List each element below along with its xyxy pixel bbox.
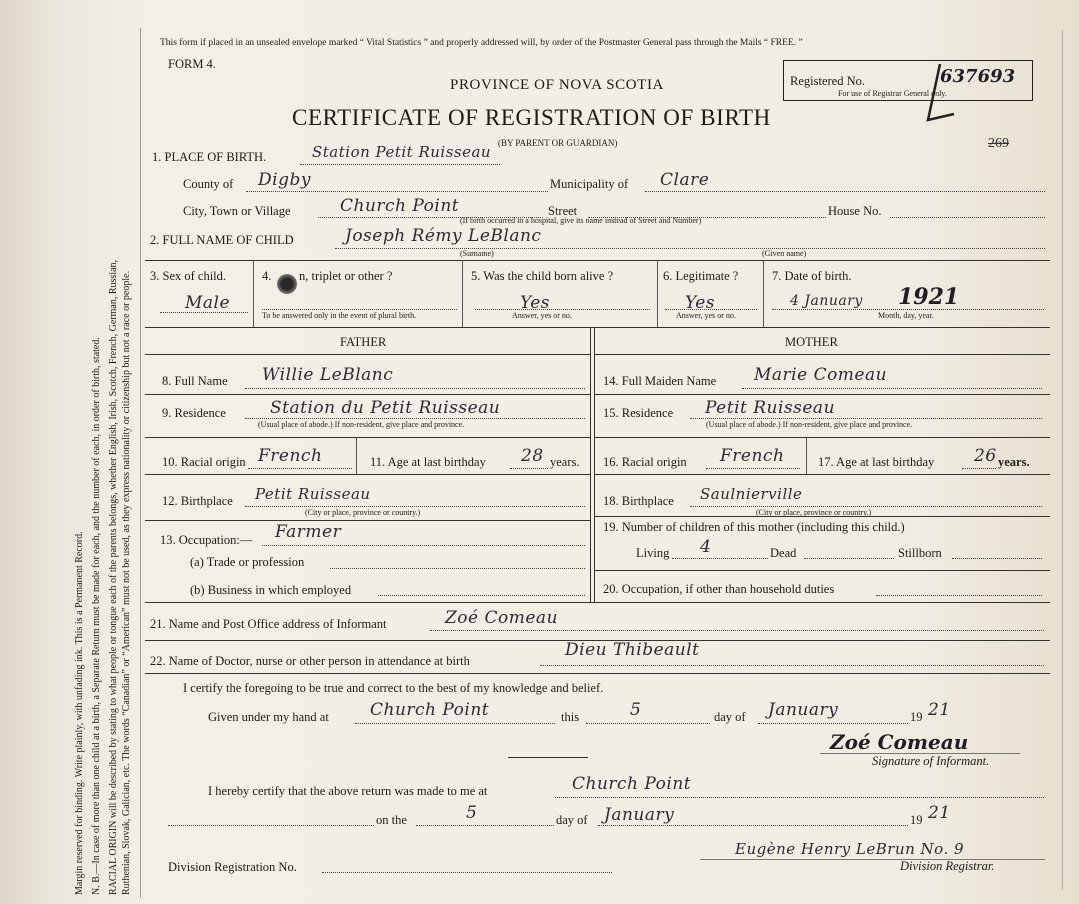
date-of-birth-note: Month, day, year. xyxy=(878,311,934,320)
return-statement: I hereby certify that the above return was made to me at xyxy=(208,784,488,798)
given-under-hand-label: Given under my hand at xyxy=(208,710,329,724)
mother-birthplace-label: 18. Birthplace xyxy=(603,494,674,508)
plural-birth-label: n, triplet or other ? xyxy=(299,269,393,283)
return-year-prefix: 19 xyxy=(910,813,923,827)
child-name-label: 2. FULL NAME OF CHILD xyxy=(150,233,294,247)
return-year-value: 21 xyxy=(928,803,951,823)
children-count-label: 19. Number of children of this mother (including this child.) xyxy=(603,520,905,534)
given-name-note: (Given name) xyxy=(762,249,807,258)
mother-years-label: years. xyxy=(998,455,1030,469)
margin-note-3: RACIAL ORIGIN will be described by stating to what people or tongue each of the parents belongs, whether English, Irish, Scotch, French, German, Russian, xyxy=(108,259,119,895)
father-name-label: 8. Full Name xyxy=(162,374,228,388)
margin-note-4: Ruthenian, Slovak, Galician, etc. The words “Canadian” or “American” must not be used, as they express nationality or citizenship but not a race or people. xyxy=(121,270,132,895)
mother-birthplace-note: (City or place, province or country.) xyxy=(756,508,872,517)
registered-number: 637693 xyxy=(940,66,1016,87)
mother-residence-label: 15. Residence xyxy=(603,406,674,420)
trade-profession-label: (a) Trade or profession xyxy=(190,555,305,569)
father-years-label: years. xyxy=(550,455,580,469)
father-birthplace-note: (City or place, province or country.) xyxy=(305,508,421,517)
father-heading: FATHER xyxy=(340,335,387,349)
legitimate-value: Yes xyxy=(685,293,716,313)
birth-year-value: 1921 xyxy=(898,284,960,310)
mother-heading: MOTHER xyxy=(785,335,838,349)
on-the-label: on the xyxy=(376,813,407,827)
municipality-value: Clare xyxy=(660,170,710,190)
city-label: City, Town or Village xyxy=(183,204,291,218)
county-value: Digby xyxy=(258,170,311,190)
father-racial-value: French xyxy=(258,446,323,466)
postal-notice: This form if placed in an unsealed envelope marked “ Vital Statistics ” and properly addressed will, by order of the Postmaster General pass through the Mails “ FREE. ” xyxy=(160,38,803,48)
county-label: County of xyxy=(183,177,234,191)
margin-note-1: Margin reserved for binding. Write plainly, with unfading ink. This is a Permanent Record. xyxy=(74,531,85,895)
sex-value: Male xyxy=(185,293,231,313)
mother-residence-note: (Usual place of abode.) If non-resident, give place and province. xyxy=(706,420,913,429)
form-number: FORM 4. xyxy=(168,57,216,71)
mother-racial-label: 16. Racial origin xyxy=(603,455,687,469)
day-of-label: day of xyxy=(714,710,746,724)
father-occupation-label: 13. Occupation:— xyxy=(160,533,253,547)
informant-value: Zoé Comeau xyxy=(445,608,559,628)
registered-label: Registered No. xyxy=(790,74,865,88)
given-place-value: Church Point xyxy=(370,700,490,720)
mother-racial-value: French xyxy=(720,446,785,466)
mother-age-label: 17. Age at last birthday xyxy=(818,455,935,469)
business-employed-label: (b) Business in which employed xyxy=(190,583,352,597)
city-value: Church Point xyxy=(340,196,460,216)
certificate-title: CERTIFICATE OF REGISTRATION OF BIRTH xyxy=(292,105,771,130)
father-residence-value: Station du Petit Ruisseau xyxy=(270,398,501,418)
father-birthplace-label: 12. Birthplace xyxy=(162,494,233,508)
born-alive-label: 5. Was the child born alive ? xyxy=(471,269,614,283)
living-value: 4 xyxy=(700,537,712,557)
province-heading: PROVINCE OF NOVA SCOTIA xyxy=(450,77,664,93)
given-year-prefix: 19 xyxy=(910,710,923,724)
this-label: this xyxy=(561,710,580,724)
doctor-label: 22. Name of Doctor, nurse or other person in attendance at birth xyxy=(150,654,470,668)
informant-signature: Zoé Comeau xyxy=(830,730,969,754)
registrar-label: Division Registrar. xyxy=(900,859,995,873)
born-alive-note: Answer, yes or no. xyxy=(512,311,572,320)
return-day-value: 5 xyxy=(466,803,478,823)
mother-residence-value: Petit Ruisseau xyxy=(705,398,836,418)
stillborn-label: Stillborn xyxy=(898,546,942,560)
division-registration-label: Division Registration No. xyxy=(168,860,297,874)
legitimate-label: 6. Legitimate ? xyxy=(663,269,739,283)
certify-statement: I certify the foregoing to be true and correct to the best of my knowledge and belief. xyxy=(183,681,604,695)
hospital-note: (If birth occurred in a hospital, give its name instead of Street and Number) xyxy=(460,216,702,225)
mother-birthplace-value: Saulnierville xyxy=(700,485,803,503)
father-age-label: 11. Age at last birthday xyxy=(370,455,486,469)
signature-label: Signature of Informant. xyxy=(872,754,990,768)
mother-name-label: 14. Full Maiden Name xyxy=(603,374,717,388)
legitimate-note: Answer, yes or no. xyxy=(676,311,736,320)
place-of-birth-label: 1. PLACE OF BIRTH. xyxy=(152,150,267,164)
father-age-value: 28 xyxy=(521,446,544,466)
stamp-mark: 269 xyxy=(988,136,1009,151)
informant-label: 21. Name and Post Office address of Informant xyxy=(150,617,387,631)
child-name-value: Joseph Rémy LeBlanc xyxy=(345,226,542,246)
registrar-note: For use of Registrar General only. xyxy=(838,89,947,98)
return-place-value: Church Point xyxy=(572,774,692,794)
dead-label: Dead xyxy=(770,546,797,560)
mother-occupation-label: 20. Occupation, if other than household duties xyxy=(603,582,835,596)
registrar-signature: Eugène Henry LeBrun No. 9 xyxy=(735,840,965,858)
municipality-label: Municipality of xyxy=(550,177,629,191)
father-residence-label: 9. Residence xyxy=(162,406,226,420)
certificate-subtitle: (BY PARENT OR GUARDIAN) xyxy=(498,138,618,148)
given-year-value: 21 xyxy=(928,700,951,720)
doctor-value: Dieu Thibeault xyxy=(565,640,700,660)
surname-note: (Surname) xyxy=(460,249,494,258)
born-alive-value: Yes xyxy=(520,293,551,313)
mother-age-value: 26 xyxy=(974,446,997,466)
mother-name-value: Marie Comeau xyxy=(754,365,888,385)
given-day-value: 5 xyxy=(630,700,642,720)
date-of-birth-label: 7. Date of birth. xyxy=(772,269,852,283)
pen-mark-icon xyxy=(920,60,960,130)
date-of-birth-value: 4 January xyxy=(790,293,863,309)
sex-label: 3. Sex of child. xyxy=(150,269,227,283)
right-edge-line xyxy=(1062,30,1063,890)
margin-note-2: N. B.—In case of more than one child at a birth, a Separate Return must be made for each, and the number of each, in order of birth, stated. xyxy=(91,337,102,895)
father-racial-label: 10. Racial origin xyxy=(162,455,246,469)
margin-divider xyxy=(140,28,141,898)
day-of-label-2: day of xyxy=(556,813,588,827)
house-number-label: House No. xyxy=(828,204,882,218)
plural-birth-note: To be answered only in the event of plural birth. xyxy=(262,311,417,320)
plural-label-number: 4. xyxy=(262,269,272,283)
father-birthplace-value: Petit Ruisseau xyxy=(255,485,371,503)
living-label: Living xyxy=(636,546,670,560)
place-of-birth-value: Station Petit Ruisseau xyxy=(312,143,492,161)
given-month-value: January xyxy=(768,700,839,720)
return-month-value: January xyxy=(604,805,675,825)
father-occupation-value: Farmer xyxy=(275,522,342,542)
ink-blot xyxy=(277,274,297,294)
street-label: Street xyxy=(548,204,578,218)
father-name-value: Willie LeBlanc xyxy=(262,365,394,385)
father-residence-note: (Usual place of abode.) If non-resident, give place and province. xyxy=(258,420,465,429)
